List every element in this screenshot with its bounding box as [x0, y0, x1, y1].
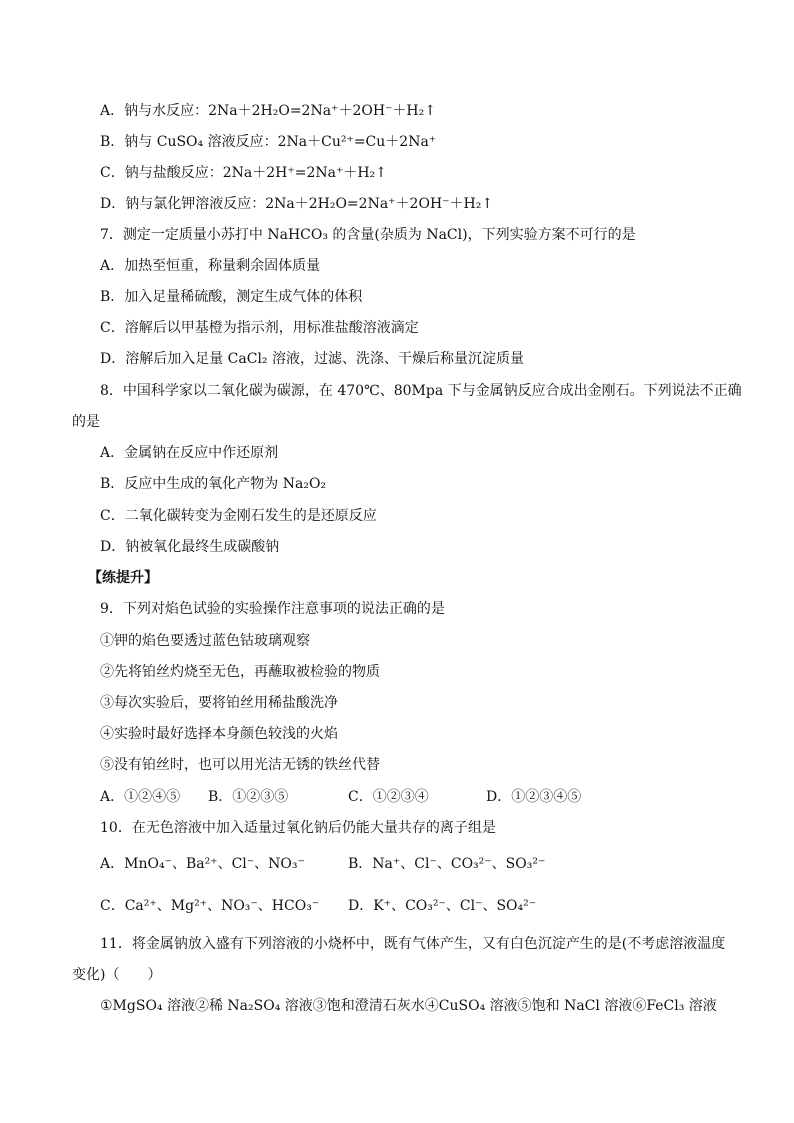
- q10-option-c: C．Ca²⁺、Mg²⁺、NO₃⁻、HCO₃⁻: [100, 898, 320, 914]
- q9-statement-2: ②先将铂丝灼烧至无色，再蘸取被检验的物质: [100, 664, 380, 680]
- q7-option-d: D．溶解后加入足量 CaCl₂ 溶液，过滤、洗涤、干燥后称量沉淀质量: [100, 351, 524, 367]
- q6-option-d: D．钠与氯化钾溶液反应：2Na＋2H₂O=2Na⁺＋2OH⁻＋H₂↑: [100, 196, 494, 212]
- q8-stem: 8．中国科学家以二氧化碳为碳源，在 470℃、80Mpa 下与金属钠反应合成出金刚石。下列说法不正确: [100, 383, 742, 399]
- q10-stem: 10．在无色溶液中加入适量过氧化钠后仍能大量共存的离子组是: [100, 820, 496, 836]
- q10-option-a: A．MnO₄⁻、Ba²⁺、Cl⁻、NO₃⁻: [100, 856, 305, 872]
- q9-statement-4: ④实验时最好选择本身颜色较浅的火焰: [100, 726, 338, 742]
- q11-stem: 11．将金属钠放入盛有下列溶液的小烧杯中，既有气体产生，又有白色沉淀产生的是(不考虑溶液温度: [100, 936, 726, 952]
- q8-option-d: D．钠被氧化最终生成碳酸钠: [100, 539, 280, 555]
- section-heading: 【练提升】: [88, 570, 158, 586]
- q6-option-c: C．钠与盐酸反应：2Na＋2H⁺=2Na⁺＋H₂↑: [100, 165, 387, 181]
- q9-statement-5: ⑤没有铂丝时，也可以用光洁无锈的铁丝代替: [100, 757, 380, 773]
- q8-option-b: B．反应中生成的氧化产物为 Na₂O₂: [100, 476, 327, 492]
- q10-option-d: D．K⁺、CO₃²⁻、Cl⁻、SO₄²⁻: [348, 898, 537, 914]
- q9-option-c: C．①②③④: [348, 789, 429, 805]
- q9-statement-3: ③每次实验后，要将铂丝用稀盐酸洗净: [100, 695, 338, 711]
- q7-option-b: B．加入足量稀硫酸，测定生成气体的体积: [100, 289, 363, 305]
- q9-statement-1: ①钾的焰色要透过蓝色钴玻璃观察: [100, 633, 310, 649]
- q9-option-d: D．①②③④⑤: [486, 789, 582, 805]
- q8-stem-continued: 的是: [72, 414, 100, 430]
- q6-option-a: A．钠与水反应：2Na＋2H₂O=2Na⁺＋2OH⁻＋H₂↑: [100, 103, 436, 119]
- q10-option-b: B．Na⁺、Cl⁻、CO₃²⁻、SO₃²⁻: [348, 856, 546, 872]
- q8-option-a: A．金属钠在反应中作还原剂: [100, 445, 279, 461]
- q11-stem-continued: 变化)（ ）: [72, 967, 162, 983]
- q9-stem: 9．下列对焰色试验的实验操作注意事项的说法正确的是: [100, 601, 445, 617]
- q7-option-a: A．加热至恒重，称量剩余固体质量: [100, 258, 321, 274]
- q8-option-c: C．二氧化碳转变为金刚石发生的是还原反应: [100, 508, 377, 524]
- q7-option-c: C．溶解后以甲基橙为指示剂，用标准盐酸溶液滴定: [100, 320, 419, 336]
- q9-option-a: A．①②④⑤: [100, 789, 181, 805]
- q11-statements: ①MgSO₄ 溶液②稀 Na₂SO₄ 溶液③饱和澄清石灰水④CuSO₄ 溶液⑤饱和 NaCl 溶液⑥FeCl₃ 溶液: [100, 998, 717, 1014]
- q7-stem: 7．测定一定质量小苏打中 NaHCO₃ 的含量(杂质为 NaCl)，下列实验方案不可行的是: [100, 227, 636, 243]
- q6-option-b: B．钠与 CuSO₄ 溶液反应：2Na＋Cu²⁺=Cu＋2Na⁺: [100, 134, 437, 150]
- q9-option-b: B．①②③⑤: [208, 789, 289, 805]
